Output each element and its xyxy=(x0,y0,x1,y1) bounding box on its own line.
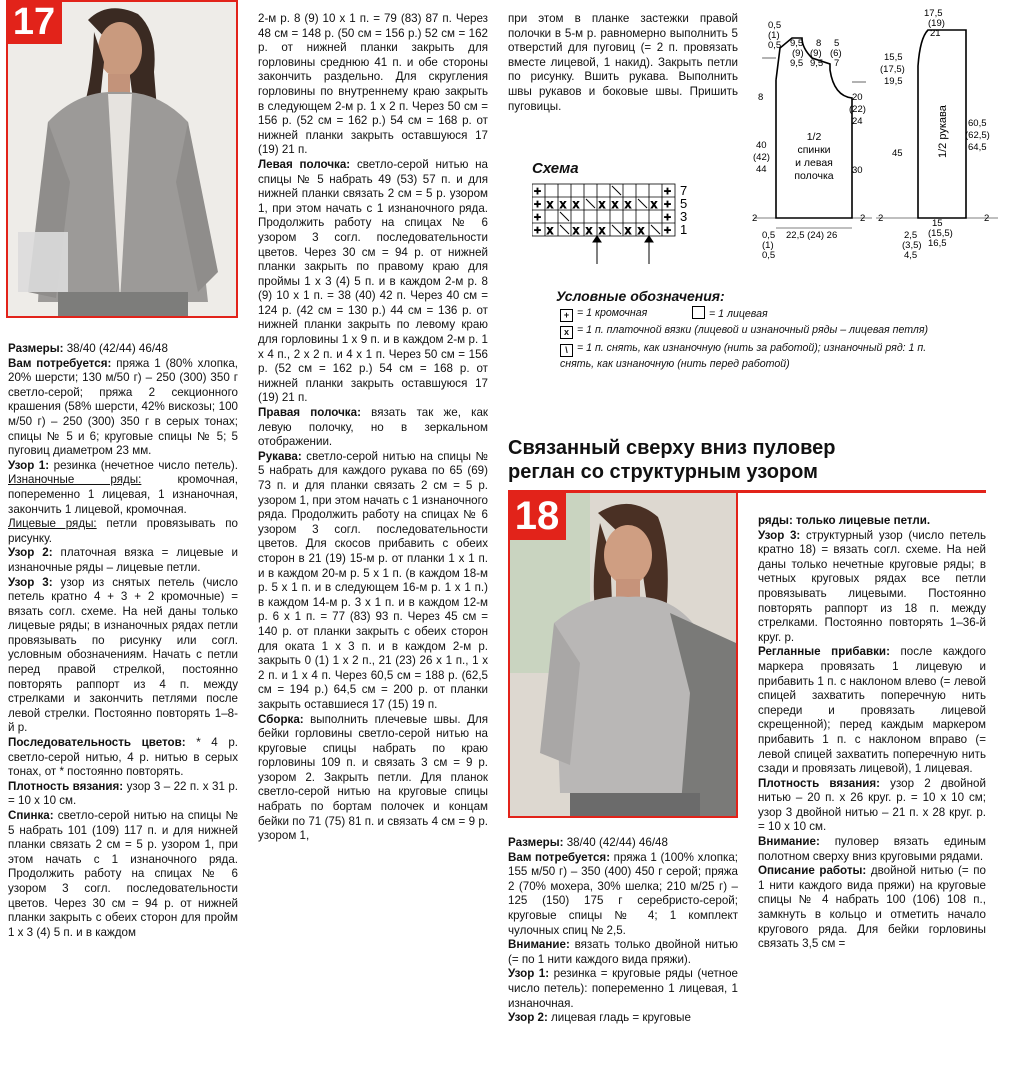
body-top-8: 9,5 xyxy=(810,58,824,69)
pattern3-label: Узор 3: xyxy=(8,575,53,589)
body-top-1: (1) xyxy=(768,30,780,41)
body-right-1: (22) xyxy=(849,104,866,115)
svg-text:+: + xyxy=(534,210,542,224)
svg-text:+: + xyxy=(534,197,542,211)
schema-row-1: 1 xyxy=(680,222,688,237)
need-label: Вам потребуется: xyxy=(8,356,112,370)
m18-need-label: Вам потребуется: xyxy=(508,850,611,864)
sleeve-arrow-left: 2 xyxy=(878,213,884,224)
legend-text-selvage: = 1 кромочная xyxy=(577,307,648,319)
legend-row-knit xyxy=(692,306,768,321)
sleeve-right-2: 64,5 xyxy=(968,142,987,153)
body-top-9: 5 xyxy=(834,38,840,49)
m18-pattern2-label: Узор 2: xyxy=(508,1011,548,1025)
sleeve-bottom-0: 2,5 xyxy=(904,230,918,241)
m18-need-value: пряжа 1 (100% хлопка; 155 м/50 г) – 350 (400) 450 г серой; пряжа 2 (70% мохера, 30% шелка; 210 м/25 г) – 125 (150) 175 г серебристо-серой; круговые спицы № 4; 1 комплект чулочных спиц № 2,5. xyxy=(508,850,738,937)
color-sequence-value: * 4 р. светло-серой нитью, 4 р. нитью в серых тонах, от * постоянно повторять. xyxy=(8,736,239,779)
pattern3-value: узор из снятых петель (число петель кратно 4 + 3 + 2 кромочные) = вязать согл. схеме. На ней даны только лицевые ряды; в изнаночных рядах петли провязывать по рисунку или согл. условным обозначениям. Начать с петли перед правой стрелкой, постоянно повторять раппорт из 4 п. между стрелками и закончить петлями после левой стрелки. Постоянно повторять 1–8-й р. xyxy=(8,575,238,735)
left-front-value: светло-серой нитью на спицы № 5 набрать 49 (53) 57 п. и для нижней планки связать 2 см = 5 р. узором 1, при этом начать с 1 изнаночного ряда. Продолжить работу на спицах № 6 узором 3 согл. последовательности цветов. Через 30 см = 94 р. от нижней планки закрыть по правому краю для проймы 1 x 3 (4) 5 п. и в каждом 2-м р. 8 (9) 10 x 1 п. = 38 (40) 42 п. Через 40 см = 124 р. (42 см = 130 р.) 44 см = 136 р. от нижней планки закрыть по левому краю для горловины 1 x 9 п. и в каждом 2-м р. 1 x 4 п., 2 x 2 п. и 4 x 1 п. Через 50 см = 156 р. (52 см = 162 р.) 54 см = 168 р. от нижней планки закрыть оставшуюся 17 (19) 21 п. xyxy=(258,157,489,405)
svg-text:+: + xyxy=(664,210,672,224)
model17-badge: 17 xyxy=(6,0,62,44)
sizes-value: 38/40 (42/44) 46/48 xyxy=(63,342,168,355)
svg-text:+: + xyxy=(664,223,672,237)
sleeve-top-2: 21 xyxy=(930,28,941,39)
sleeve-bottom-1: (3,5) xyxy=(902,240,922,251)
back-label: Спинка: xyxy=(8,809,54,822)
svg-text:x: x xyxy=(586,223,592,237)
svg-text:x: x xyxy=(625,197,631,211)
legend-row-selvage xyxy=(560,306,647,322)
slip-symbol: \ xyxy=(560,344,573,357)
body-label-4: полочка xyxy=(794,170,834,182)
body-label-2: спинки xyxy=(797,144,831,156)
m18-pattern1-value: резинка = круговые ряды (четное число петель): попеременно 1 лицевая, 1 изнаночная. xyxy=(508,967,738,1010)
pattern2-label: Узор 2: xyxy=(8,546,53,560)
body-arrow-right: 2 xyxy=(860,213,866,224)
sleeve-left-3: 45 xyxy=(892,148,903,159)
pattern1-value: резинка (нечетное число петель). xyxy=(49,458,238,472)
body-right-3: 30 xyxy=(852,165,863,176)
pattern2-value: платочная вязка = лицевые и изнаночные ряды – лицевые петли. xyxy=(8,546,238,574)
woman-pullover-illustration xyxy=(510,493,736,816)
body-arrow-left: 2 xyxy=(752,213,758,224)
sleeve-bottom-3: 15 xyxy=(932,218,943,229)
body-bottom-0: 0,5 xyxy=(762,230,776,241)
model18-title-line1: Связанный сверху вниз пуловер xyxy=(508,437,836,459)
sleeve-bottom-4: (15,5) xyxy=(928,228,953,239)
sleeve-label: 1/2 рукава xyxy=(937,105,949,158)
schema-row-5: 5 xyxy=(680,196,688,211)
sleeve-bottom-5: 16,5 xyxy=(928,238,947,249)
garter-symbol: x xyxy=(560,326,573,339)
color-sequence-label: Последовательность цветов: xyxy=(8,736,186,750)
body-top-0: 0,5 xyxy=(768,20,782,31)
pattern1-wrong-rows: кромочная, попеременно 1 лицевая, 1 изнаночная, закончить 1 лицевой, кромочная. xyxy=(8,473,238,516)
assembly-label: Сборка: xyxy=(258,712,304,726)
assembly-continued: при этом в планке застежки правой полочки в 5-м р. равномерно выполнить 5 отверстий для пуговиц (= 2 п. провязать вместе лицевой, 1 накид). Закрыть петли по рисунку. Вшить рукава. Выполнить швы рукавов и боковые швы. Пришить пуговицы. xyxy=(508,12,738,113)
legend-text-knit: = 1 лицевая xyxy=(709,308,768,320)
legend-title: Условные обозначения: xyxy=(556,288,725,304)
right-front-label: Правая полочка: xyxy=(258,406,361,420)
back-value: светло-серой нитью на спицы № 5 набрать 101 (109) 117 п. и для нижней планки связать 2 см = 5 р. узором 1, при этом начать с 1 изнаночного ряда. Продолжить работу на спицах № 6 узором 3 согл. последовательности цветов. Через 30 см = 94 р. от нижней планки закрыть с обеих сторон для пройм 1 x 3 (4) 5 п. и в каждом xyxy=(8,809,238,939)
model18-column-right xyxy=(758,514,986,952)
schema-row-7: 7 xyxy=(680,183,688,198)
back-continued: 2-м р. 8 (9) 10 x 1 п. = 79 (83) 87 п. Через 48 см = 148 р. (50 см = 156 р.) 52 см = 162 р. от нижней планки закрыть для горловины среднюю 41 п. и обе стороны закончить раздельно. Для скругления горловины по внутреннему краю закрыть в следующем 2-м р. 1 x 2 п. Через 50 см = 156 р. (52 см = 162 р.) 54 см = 168 р. от нижней планки закрыть оставшуюся 17 (19) 21 п. xyxy=(258,12,488,157)
sleeve-left-2: 19,5 xyxy=(884,76,903,87)
body-left-2: (42) xyxy=(753,152,770,163)
body-bottom-1: (1) xyxy=(762,240,774,251)
selvage-symbol: + xyxy=(560,309,573,322)
m18-density-label: Плотность вязания: xyxy=(758,776,880,790)
model18-badge: 18 xyxy=(508,492,566,540)
body-top-3: 9,5 xyxy=(790,38,804,49)
schema-title: Схема xyxy=(532,160,579,177)
sleeve-pattern-diagram xyxy=(872,8,1002,263)
svg-text:x: x xyxy=(573,197,579,211)
legend-text-slip: = 1 п. снять, как изнаночную (нить за работой); изнаночный ряд: 1 п. снять, как изнаночную (нить перед работой) xyxy=(560,342,927,370)
svg-text:x: x xyxy=(612,197,618,211)
body-top-5: 9,5 xyxy=(790,58,804,69)
sleeve-left-0: 15,5 xyxy=(884,52,903,63)
body-left-0: 8 xyxy=(758,92,764,103)
density-label: Плотность вязания: xyxy=(8,779,124,793)
sleeves-value: светло-серой нитью на спицы № 5 набрать для каждого рукава по 65 (69) 73 п. и для планки связать 2 см = 5 р. узором 1, при этом начать с 1 изнаночного ряда. Продолжить работу на спицах № 6 узором 3 согл. последовательности цветов. Для скосов прибавить с обеих сторон в 21 (19) 15-м р. от планки 1 x 1 п. и в каждом 20-м р. 5 x 1 п. (в каждом 18-м р. 5 x 1 п. и в следующем 16-м р. 1 x 1 п.) в каждом 14-м р. 3 x 1 п. и в каждом 12-м р. 6 x 1 п. = 77 (83) 93 п. Через 45 см = 140 р. от планки закрыть с обеих сторон для оката 1 x 3 п. и в каждом 2-м р. закрыть 0 (1) 1 x 2 п., 21 (23) 26 x 1 п., 1 x 2 п. и 1 x 4 п. Через 60,5 см = 188 р. (62,5 см = 194 р.) 64,5 см = 200 р. от планки закрыть оставшиеся 17 (15) 19 п. xyxy=(258,449,488,711)
svg-text:x: x xyxy=(573,223,579,237)
assembly-value: выполнить плечевые швы. Для бейки горловины светло-серой нитью на круговые спицы набрать по краю горловины 109 п. и связать 3 см = 9 р. узором 2. Закрыть петли. Для планок светло-серой нитью на круговые спицы набрать по бортам полочек и концам бейки по 71 (75) 81 п. и связать 4 см = 9 р. узором 1, xyxy=(258,712,488,843)
pattern1-right-rows-label: Лицевые ряды: xyxy=(8,517,97,531)
sleeve-right-1: (62,5) xyxy=(965,130,990,141)
legend-text-garter: = 1 п. платочной вязки (лицевой и изнаночный ряды – лицевая петля) xyxy=(577,324,929,336)
legend-row-garter xyxy=(560,323,980,339)
svg-text:+: + xyxy=(534,184,542,198)
m18-attn2-value: пуловер вязать единым полотном сверху вниз круговыми рядами. xyxy=(758,835,986,863)
m18-pattern1-label: Узор 1: xyxy=(508,967,550,981)
svg-text:+: + xyxy=(534,223,542,237)
knit-symbol xyxy=(692,306,705,319)
sleeve-bottom-2: 4,5 xyxy=(904,250,918,261)
body-top-7: (9) xyxy=(810,48,822,59)
body-pattern-diagram xyxy=(752,8,872,263)
m18-density-value: узор 2 двойной нитью – 20 п. x 26 круг. р. = 10 x 10 см; узор 3 двойной нитью – 21 п. x 28 круг. р. = 10 x 10 см. xyxy=(758,776,986,834)
right-front-value: вязать так же, как левую полочку, но в зеркальном отображении. xyxy=(258,406,488,449)
m18-pattern3-label: Узор 3: xyxy=(758,528,801,542)
m18-attn-label: Внимание: xyxy=(508,938,570,952)
body-top-2: 0,5 xyxy=(768,40,782,51)
body-label-3: и левая xyxy=(795,157,833,169)
schema-chart xyxy=(532,180,712,270)
m18-desc-label: Описание работы: xyxy=(758,864,867,878)
svg-text:x: x xyxy=(560,197,566,211)
m18-attn-value: вязать только двойной нитью (= по 1 нити каждого вида пряжи). xyxy=(508,938,738,966)
m18-pattern2-value: лицевая гладь = круговые xyxy=(547,1011,691,1025)
body-top-4: (9) xyxy=(792,48,804,59)
body-right-0: 20 xyxy=(852,92,863,103)
svg-text:x: x xyxy=(599,197,605,211)
m18-desc-value: двойной нитью (= по 1 нити каждого вида пряжи) на круговые спицы № 4 набрать 100 (106) 108 п., замкнуть в кольцо и отметить начало кругового ряда. Для бейки горловины связать 3,5 см = xyxy=(758,864,986,951)
model18-photo xyxy=(508,491,738,818)
svg-text:+: + xyxy=(664,184,672,198)
body-right-2: 24 xyxy=(852,116,863,127)
sleeve-right-0: 60,5 xyxy=(968,118,987,129)
model17-column-2 xyxy=(258,12,488,844)
sleeve-top-0: 17,5 xyxy=(924,8,943,19)
svg-text:x: x xyxy=(625,223,631,237)
pattern1-right-rows: петли провязывать по рисунку. xyxy=(8,517,238,545)
m18-attn2-label: Внимание: xyxy=(758,835,820,849)
svg-text:+: + xyxy=(664,197,672,211)
svg-text:x: x xyxy=(638,223,644,237)
m18-sizes-value: 38/40 (42/44) 46/48 xyxy=(563,836,668,849)
legend-row-slip xyxy=(560,341,960,371)
svg-text:x: x xyxy=(651,197,657,211)
m18-sizes-label: Размеры: xyxy=(508,836,564,849)
woman-cardigan-illustration xyxy=(8,2,236,316)
sleeve-arrow-right: 2 xyxy=(984,213,990,224)
left-front-label: Левая полочка: xyxy=(258,157,351,171)
pattern1-label: Узор 1: xyxy=(8,458,50,472)
sleeve-left-1: (17,5) xyxy=(880,64,905,75)
m18-raglan-value: после каждого маркера провязать 1 лицевую и прибавить 1 п. с наклоном влево (= левой спицей захватить поперечную нить спереди и провязать лицевой скрещенной); перед каждым маркером прибавить 1 п. с наклоном вправо (= левой спицей захватить поперечную нить сзади и провязать лицевой), 1 лицевая. xyxy=(758,645,987,776)
m18-pattern3-value: структурный узор (число петель кратно 18) = вязать согл. схеме. На ней даны только нечетные круговые ряды; в четных круговых рядах все петли провязывать лицевыми. Постоянно повторять раппорт из 18 п. между стрелками. Постоянно повторять 1–36-й круг. р. xyxy=(758,528,987,644)
schema-row-3: 3 xyxy=(680,209,688,224)
svg-text:x: x xyxy=(547,223,553,237)
sleeve-top-1: (19) xyxy=(928,18,945,29)
density-value: узор 3 – 22 п. x 31 р. = 10 x 10 см. xyxy=(8,779,238,808)
need-value: пряжа 1 (80% хлопка, 20% шерсти; 130 м/50 г) – 250 (300) 350 г светло-серой; пряжа 2 секционного крашения (58% шерсти, 42% вискозы; 100 м/50 г) – 250 (300) 350 г в серых тонах; спицы № 5 и 6; круговые спицы № 5; 5 пуговиц диаметром 23 мм. xyxy=(8,356,238,458)
body-label-1: 1/2 xyxy=(806,131,822,143)
m18-intro: ряды: только лицевые петли. xyxy=(758,514,931,527)
body-top-10: (6) xyxy=(830,48,842,59)
model17-column-1 xyxy=(8,342,238,940)
model17-photo xyxy=(6,0,238,318)
model18-column-left xyxy=(508,836,738,1026)
body-left-1: 40 xyxy=(756,140,767,151)
model18-title-line2: реглан со структурным узором xyxy=(508,461,818,483)
svg-text:x: x xyxy=(547,197,553,211)
m18-raglan-label: Регланные прибавки: xyxy=(758,645,890,659)
body-bottom-width: 22,5 (24) 26 xyxy=(786,230,838,241)
svg-text:x: x xyxy=(599,223,605,237)
pattern1-wrong-rows-label: Изнаночные ряды: xyxy=(8,473,142,487)
body-bottom-2: 0,5 xyxy=(762,250,776,261)
model17-column-3 xyxy=(508,12,738,114)
body-top-11: 7 xyxy=(834,58,840,69)
body-left-3: 44 xyxy=(756,164,767,175)
sleeves-label: Рукава: xyxy=(258,449,302,463)
body-top-6: 8 xyxy=(816,38,822,49)
sizes-label: Размеры: xyxy=(8,342,64,355)
